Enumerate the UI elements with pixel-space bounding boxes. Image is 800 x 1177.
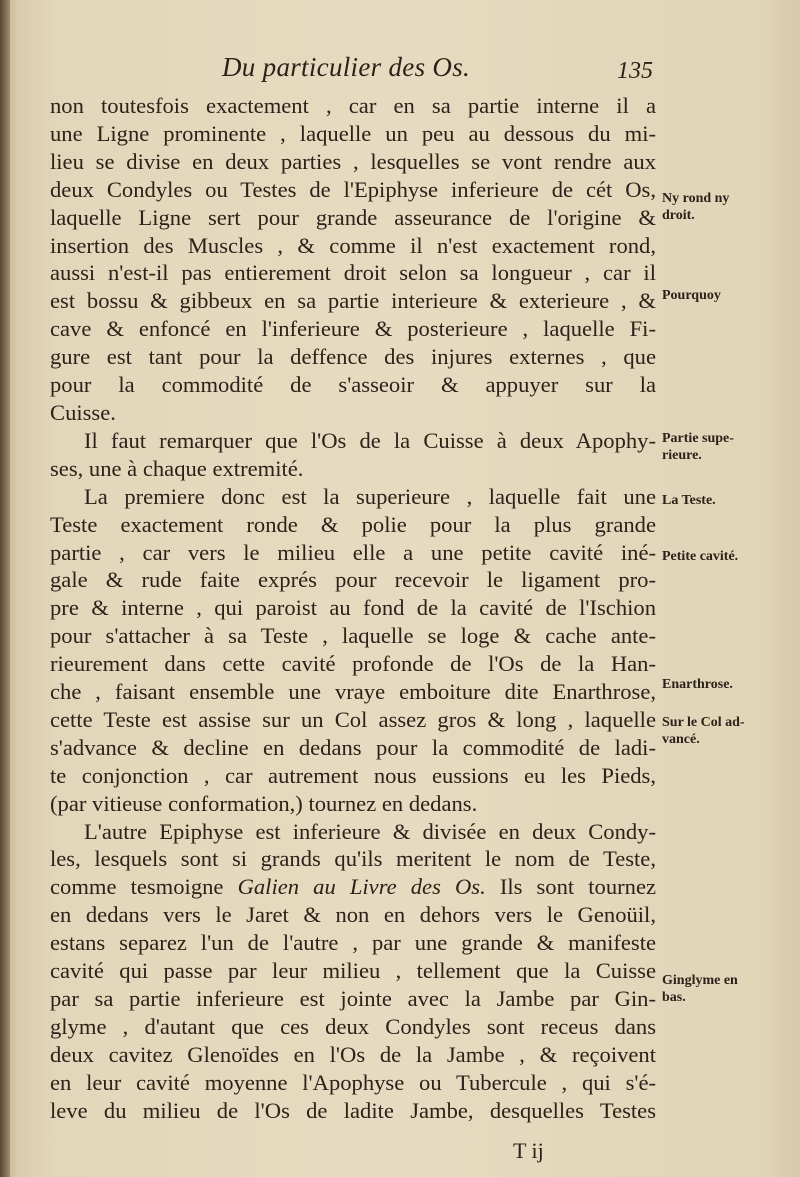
text-line-content: che , faisant ensemble une vraye emboiture dite Enarthrose, [50,679,656,705]
text-line-content: en dedans vers le Jaret & non en dehors vers le Genoüil, [50,902,656,928]
margin-note-line: Partie supe- [662,431,734,446]
text-line-content: te conjonction , car autrement nous eussions eu les Pieds, [50,762,656,788]
text-line [50,287,656,315]
text-line [50,483,656,511]
text-line-content: pre & interne , qui paroist au fond de la cavité de l'Ischion [50,595,656,621]
text-line [50,622,656,650]
text-line [50,762,656,790]
text-line-content: gure est tant pour la deffence des injures externes , que [50,344,656,370]
text-line-content: cavité qui passe par leur milieu , tellement que la Cuisse [50,958,656,984]
text-line [50,1097,656,1125]
margin-note-line: La Teste. [662,493,716,508]
text-line-content: ses, une à chaque extremité. [50,455,304,481]
text-line [50,539,656,567]
text-line-content: laquelle Ligne sert pour grande asseurance de l'origine & [50,204,656,230]
text-line [50,818,656,846]
text-line-content: les, lesquels sont si grands qu'ils meritent le nom de Teste, [50,846,656,872]
text-line [50,232,656,260]
margin-note [662,190,729,224]
text-line [50,399,656,427]
text-line [50,873,656,901]
text-line-content: Il faut remarquer que l'Os de la Cuisse à deux Apophy- [84,427,656,453]
margin-note [662,492,716,509]
margin-note-line: rieure. [662,448,702,463]
text-line-content: comme tesmoigne [50,874,224,900]
text-line [50,957,656,985]
text-line [50,259,656,287]
text-line-content: estans separez l'un de l'autre , par une grande & manifeste [50,930,656,956]
text-line [50,371,656,399]
text-line-content: lieu se divise en deux parties , lesquelles se vont rendre aux [50,148,656,174]
text-line [50,120,656,148]
text-line [50,343,656,371]
margin-note-line: Sur le Col ad- [662,715,745,730]
margin-note [662,714,745,748]
margin-note [662,972,738,1006]
signature-mark: T ij [513,1138,544,1163]
text-line-content: Teste exactement ronde & polie pour la plus grande [50,511,656,537]
text-line [50,204,656,232]
text-line [50,566,656,594]
text-line [50,706,656,734]
text-line-content: gale & rude faite exprés pour recevoir le ligament pro- [50,567,656,593]
margin-note-line: Pourquoy [662,288,721,303]
margin-note-line: Enarthrose. [662,677,733,692]
text-line [50,315,656,343]
text-line-content: partie , car vers le milieu elle a une petite cavité iné- [50,539,656,565]
text-line-content: insertion des Muscles , & comme il n'est exactement rond, [50,232,656,258]
text-line-content: glyme , d'autant que ces deux Condyles sont receus dans [50,1013,656,1039]
running-head: Du particulier des Os. [222,52,471,82]
text-line [50,594,656,622]
margin-note-line: Ny rond ny [662,191,730,206]
text-line-continuation: Ils sont tournez [485,874,656,900]
text-line-content: deux Condyles ou Testes de l'Epiphyse inferieure de cét Os, [50,176,656,202]
margin-note-line: Ginglyme en [662,973,738,988]
margin-note-line: vancé. [662,732,700,747]
citation-italic: Galien au Livre des Os. [237,874,486,900]
text-line-content: deux cavitez Glenoïdes en l'Os de la Jambe , & reçoivent [50,1041,656,1067]
text-line-content: est bossu & gibbeux en sa partie interieure & exterieure , & [50,288,656,314]
margin-note [662,287,721,304]
text-line-content: Cuisse. [50,399,116,425]
text-line-content: rieurement dans cette cavité profonde de l'Os de la Han- [50,651,656,677]
margin-note-line: Petite cavité. [662,549,739,564]
margin-note [662,676,733,693]
body-text [50,92,656,1125]
text-line [50,845,656,873]
text-line [50,511,656,539]
text-line-content: L'autre Epiphyse est inferieure & divisée en deux Condy- [84,818,656,844]
text-line [50,985,656,1013]
text-line [50,427,656,455]
text-line [50,650,656,678]
text-line [50,734,656,762]
text-line [50,678,656,706]
text-line-content: en leur cavité moyenne l'Apophyse ou Tubercule , qui s'é- [50,1069,656,1095]
text-line [50,790,656,818]
text-line-content: leve du milieu de l'Os de ladite Jambe, desquelles Testes [50,1097,656,1123]
page-number: 135 [617,58,653,84]
text-line [50,1041,656,1069]
binding-gutter [0,0,10,1177]
text-line [50,901,656,929]
text-line-content: pour s'attacher à sa Teste , laquelle se loge & cache ante- [50,623,656,649]
text-line [50,929,656,957]
text-line [50,1069,656,1097]
text-line [50,92,656,120]
margin-note-line: droit. [662,208,695,223]
text-line [50,176,656,204]
text-line-content: (par vitieuse conformation,) tournez en dedans. [50,790,478,816]
text-line-content: non toutesfois exactement , car en sa partie interne il a [50,93,656,118]
text-line-content: s'advance & decline en dedans pour la commodité de ladi- [50,734,656,760]
text-line-content: une Ligne prominente , laquelle un peu au dessous du mi- [50,120,656,146]
text-line-content: aussi n'est-il pas entierement droit selon sa longueur , car il [50,260,656,286]
text-line-content: cette Teste est assise sur un Col assez gros & long , laquelle [50,706,656,732]
text-line [50,455,656,483]
text-line [50,148,656,176]
text-line-content: La premiere donc est la superieure , laquelle fait une [84,483,656,509]
text-line-content: par sa partie inferieure est jointe avec la Jambe par Gin- [50,986,656,1011]
margin-note [662,548,738,565]
text-line [50,1013,656,1041]
margin-note-line: bas. [662,990,686,1005]
text-line-content: pour la commodité de s'asseoir & appuyer sur la [50,372,656,398]
margin-note [662,430,734,464]
text-line-content: cave & enfoncé en l'inferieure & posterieure , laquelle Fi- [50,316,656,342]
